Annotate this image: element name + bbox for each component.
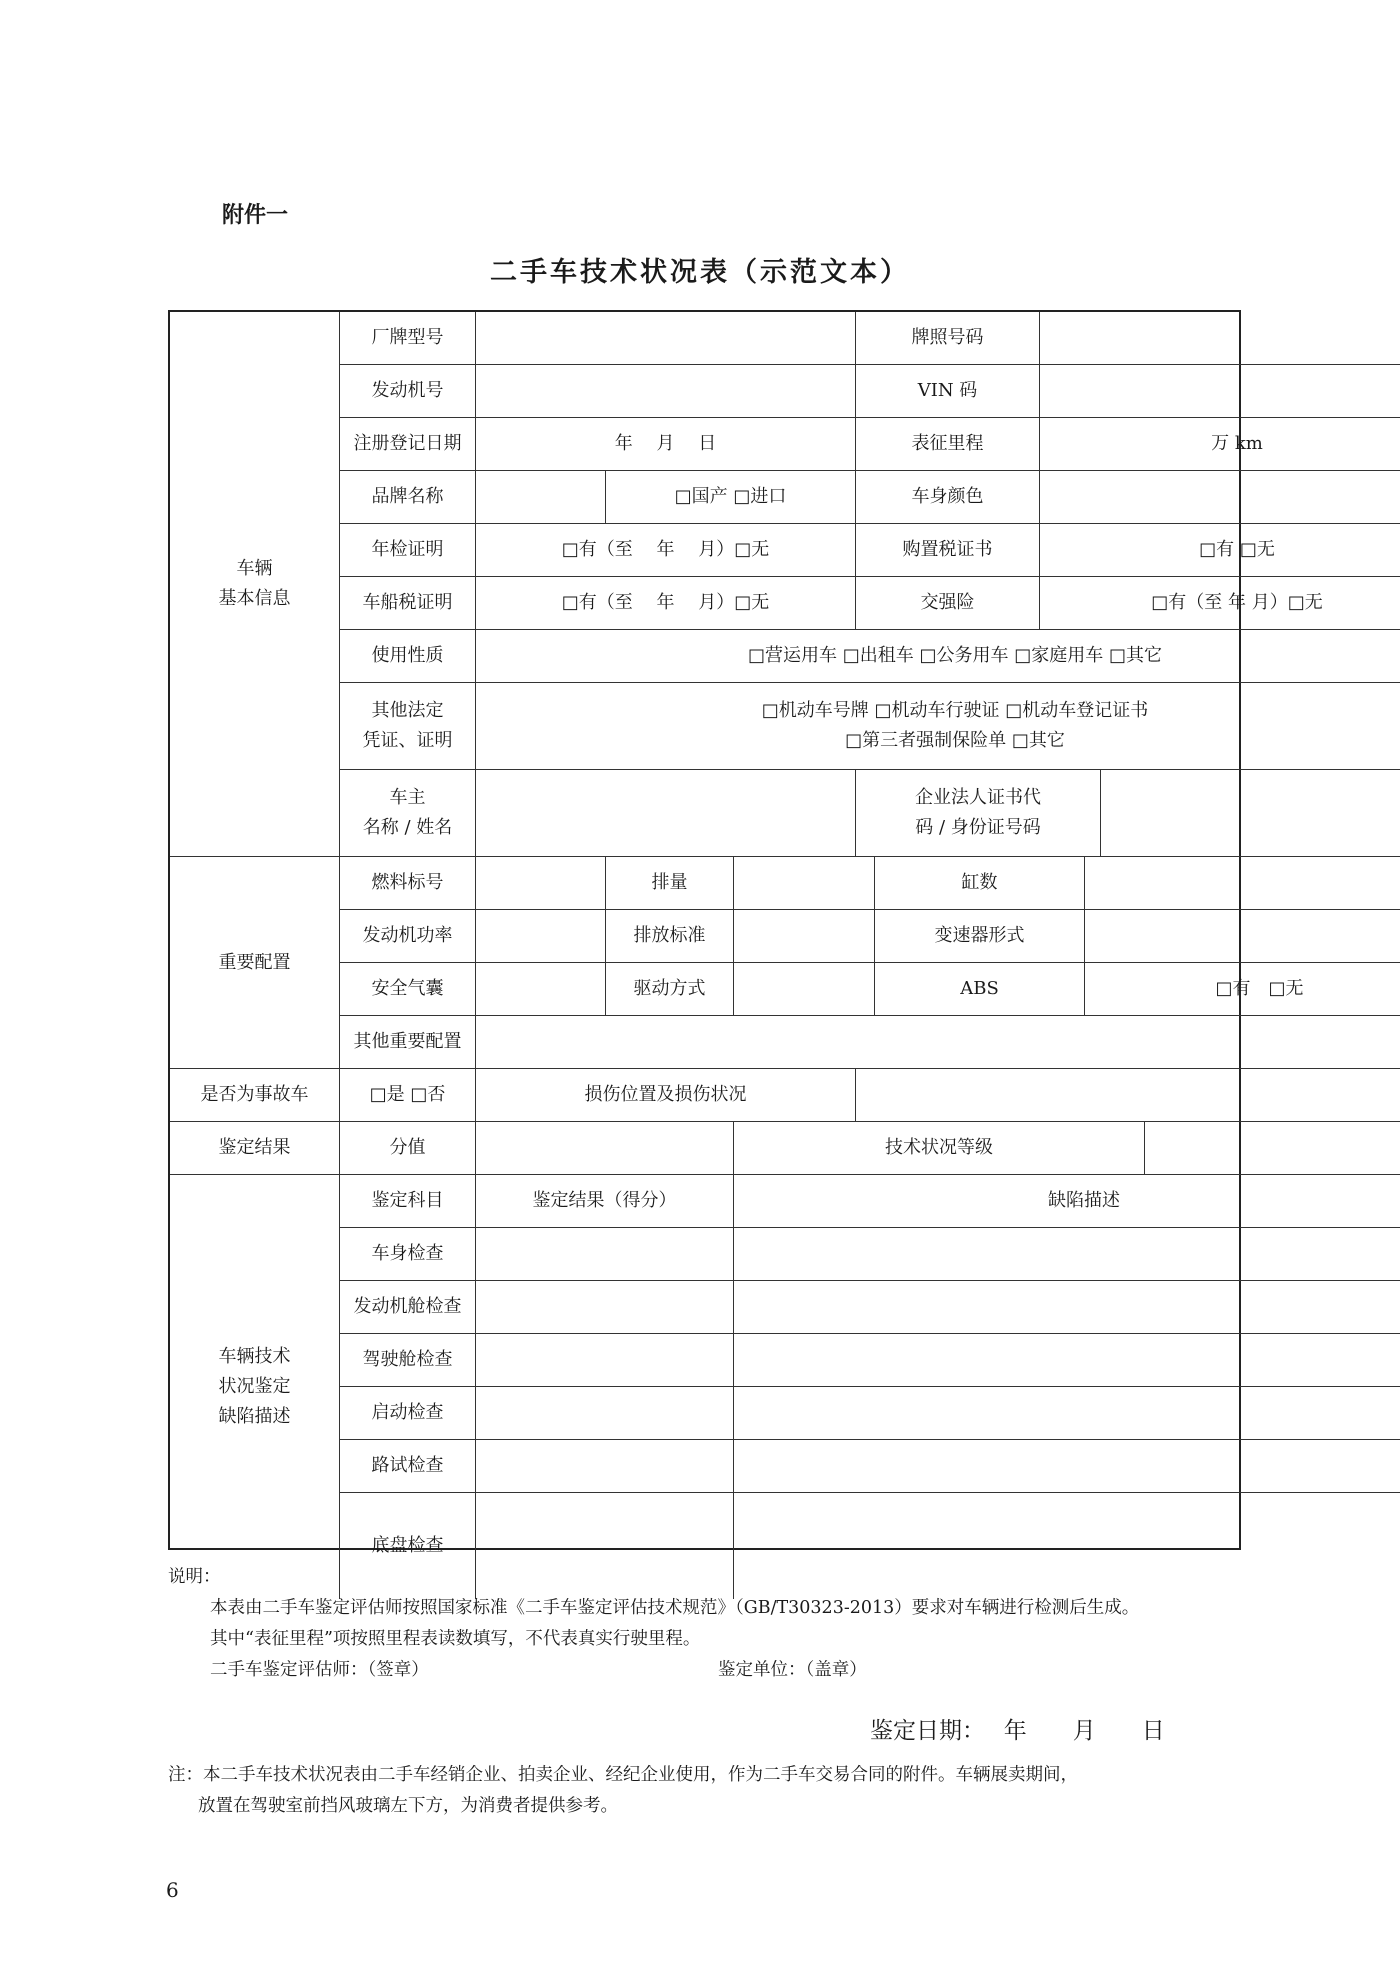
label-usage: 使用性质: [340, 630, 476, 683]
label-airbag: 安全气囊: [340, 963, 476, 1016]
label-cylinders: 缸数: [875, 857, 1085, 910]
label-power: 发动机功率: [340, 910, 476, 963]
label-plate-no: 牌照号码: [856, 312, 1040, 365]
field-damage[interactable]: [856, 1069, 1400, 1122]
defect-item-label: 车身检查: [340, 1228, 476, 1281]
header-description: 缺陷描述: [734, 1175, 1400, 1228]
defect-desc-cell[interactable]: [734, 1440, 1400, 1493]
label-other-config: 其他重要配置: [340, 1016, 476, 1069]
field-transmission[interactable]: [1085, 910, 1400, 963]
label-score: 分值: [340, 1122, 476, 1175]
label-odometer: 表征里程: [856, 418, 1040, 471]
label-grade: 技术状况等级: [734, 1122, 1145, 1175]
header-item: 鉴定科目: [340, 1175, 476, 1228]
label-compulsory-insurance: 交强险: [856, 577, 1040, 630]
usage-checkboxes[interactable]: □营运用车 □出租车 □公务用车 □家庭用车 □其它: [476, 630, 1400, 683]
defect-item-label: 驾驶舱检查: [340, 1334, 476, 1387]
footnote: [168, 1760, 1243, 1822]
section-accident: 是否为事故车: [170, 1069, 340, 1122]
field-owner-id[interactable]: [1101, 770, 1400, 857]
label-fuel: 燃料标号: [340, 857, 476, 910]
field-cylinders[interactable]: [1085, 857, 1400, 910]
header-result: 鉴定结果（得分）: [476, 1175, 734, 1228]
field-drive[interactable]: [734, 963, 875, 1016]
notes-paragraph: 其中“表征里程”项按照里程表读数填写，不代表真实行驶里程。: [210, 1629, 701, 1649]
abs-checkboxes[interactable]: □有 □无: [1085, 963, 1400, 1016]
other-docs-checkboxes[interactable]: □机动车号牌 □机动车行驶证 □机动车登记证书 □第三者强制保险单 □其它: [476, 683, 1400, 770]
defect-desc-cell[interactable]: [734, 1387, 1400, 1440]
label-displacement: 排量: [606, 857, 734, 910]
defect-item-label: 底盘检查: [340, 1493, 476, 1599]
defect-item-label: 启动检查: [340, 1387, 476, 1440]
field-reg-date[interactable]: 年 月 日: [476, 418, 856, 471]
defect-desc-cell[interactable]: [734, 1281, 1400, 1334]
label-vessel-tax: 车船税证明: [340, 577, 476, 630]
label-engine-no: 发动机号: [340, 365, 476, 418]
signature-row: [168, 1655, 1243, 1686]
label-brand-name: 品牌名称: [340, 471, 476, 524]
notes-paragraph: 本表由二手车鉴定评估师按照国家标准《二手车鉴定评估技术规范》（GB/T30323-2013）要求对车辆进行检测后生成。: [210, 1598, 1140, 1618]
field-odometer[interactable]: 万 km: [1040, 418, 1400, 471]
appraiser-signature: 二手车鉴定评估师：（签章）: [210, 1660, 429, 1680]
defect-desc-cell[interactable]: [734, 1334, 1400, 1387]
field-plate-no[interactable]: [1040, 312, 1400, 365]
field-power[interactable]: [476, 910, 606, 963]
defect-result-cell[interactable]: [476, 1228, 734, 1281]
field-score[interactable]: [476, 1122, 734, 1175]
field-purchase-tax[interactable]: □有 □无: [1040, 524, 1400, 577]
field-vin[interactable]: [1040, 365, 1400, 418]
section-result: 鉴定结果: [170, 1122, 340, 1175]
field-compulsory-insurance[interactable]: □有（至 年 月）□无: [1040, 577, 1400, 630]
label-emission: 排放标准: [606, 910, 734, 963]
field-body-color[interactable]: [1040, 471, 1400, 524]
field-other-config[interactable]: [476, 1016, 1400, 1069]
defect-item-label: 发动机舱检查: [340, 1281, 476, 1334]
label-purchase-tax: 购置税证书: [856, 524, 1040, 577]
field-inspection-cert[interactable]: □有（至 年 月）□无: [476, 524, 856, 577]
label-drive: 驱动方式: [606, 963, 734, 1016]
label-vin: VIN 码: [856, 365, 1040, 418]
field-grade[interactable]: [1145, 1122, 1400, 1175]
field-engine-no[interactable]: [476, 365, 856, 418]
defect-result-cell[interactable]: [476, 1281, 734, 1334]
field-displacement[interactable]: [734, 857, 875, 910]
field-brand-model[interactable]: [476, 312, 856, 365]
label-body-color: 车身颜色: [856, 471, 1040, 524]
field-emission[interactable]: [734, 910, 875, 963]
label-transmission: 变速器形式: [875, 910, 1085, 963]
vehicle-condition-form: [168, 310, 1323, 1556]
footnote-line: 放置在驾驶室前挡风玻璃左下方，为消费者提供参考。: [198, 1796, 618, 1816]
label-abs: ABS: [875, 963, 1085, 1016]
label-brand-model: 厂牌型号: [340, 312, 476, 365]
label-reg-date: 注册登记日期: [340, 418, 476, 471]
label-other-docs: 其他法定 凭证、证明: [340, 683, 476, 770]
label-inspection-cert: 年检证明: [340, 524, 476, 577]
field-owner[interactable]: [476, 770, 856, 857]
section-config: 重要配置: [170, 857, 340, 1069]
defect-result-cell[interactable]: [476, 1440, 734, 1493]
accident-checkboxes[interactable]: □是 □否: [340, 1069, 476, 1122]
field-airbag[interactable]: [476, 963, 606, 1016]
page-title: 二手车技术状况表（示范文本）: [490, 257, 910, 288]
defect-result-cell[interactable]: [476, 1334, 734, 1387]
page-number: 6: [166, 1878, 179, 1902]
label-owner-id: 企业法人证书代 码 / 身份证号码: [856, 770, 1101, 857]
origin-checkboxes[interactable]: □国产 □进口: [606, 471, 856, 524]
defect-result-cell[interactable]: [476, 1387, 734, 1440]
unit-seal: 鉴定单位：（盖章）: [718, 1660, 867, 1680]
notes-heading: 说明：: [168, 1567, 221, 1587]
notes-section: [168, 1562, 1243, 1686]
defect-desc-cell[interactable]: [734, 1228, 1400, 1281]
footnote-line: 注：本二手车技术状况表由二手车经销企业、拍卖企业、经纪企业使用，作为二手车交易合同的附件。车辆展卖期间，: [168, 1765, 1078, 1785]
appraisal-date: 鉴定日期： 年 月 日: [870, 1718, 1165, 1744]
label-owner: 车主 名称 / 姓名: [340, 770, 476, 857]
defect-item-label: 路试检查: [340, 1440, 476, 1493]
label-damage: 损伤位置及损伤状况: [476, 1069, 856, 1122]
section-basic-info: 车辆 基本信息: [170, 312, 340, 857]
field-vessel-tax[interactable]: □有（至 年 月）□无: [476, 577, 856, 630]
field-fuel[interactable]: [476, 857, 606, 910]
section-defects: 车辆技术 状况鉴定 缺陷描述: [170, 1175, 340, 1599]
attachment-label: 附件一: [222, 203, 289, 228]
field-brand-name[interactable]: [476, 471, 606, 524]
